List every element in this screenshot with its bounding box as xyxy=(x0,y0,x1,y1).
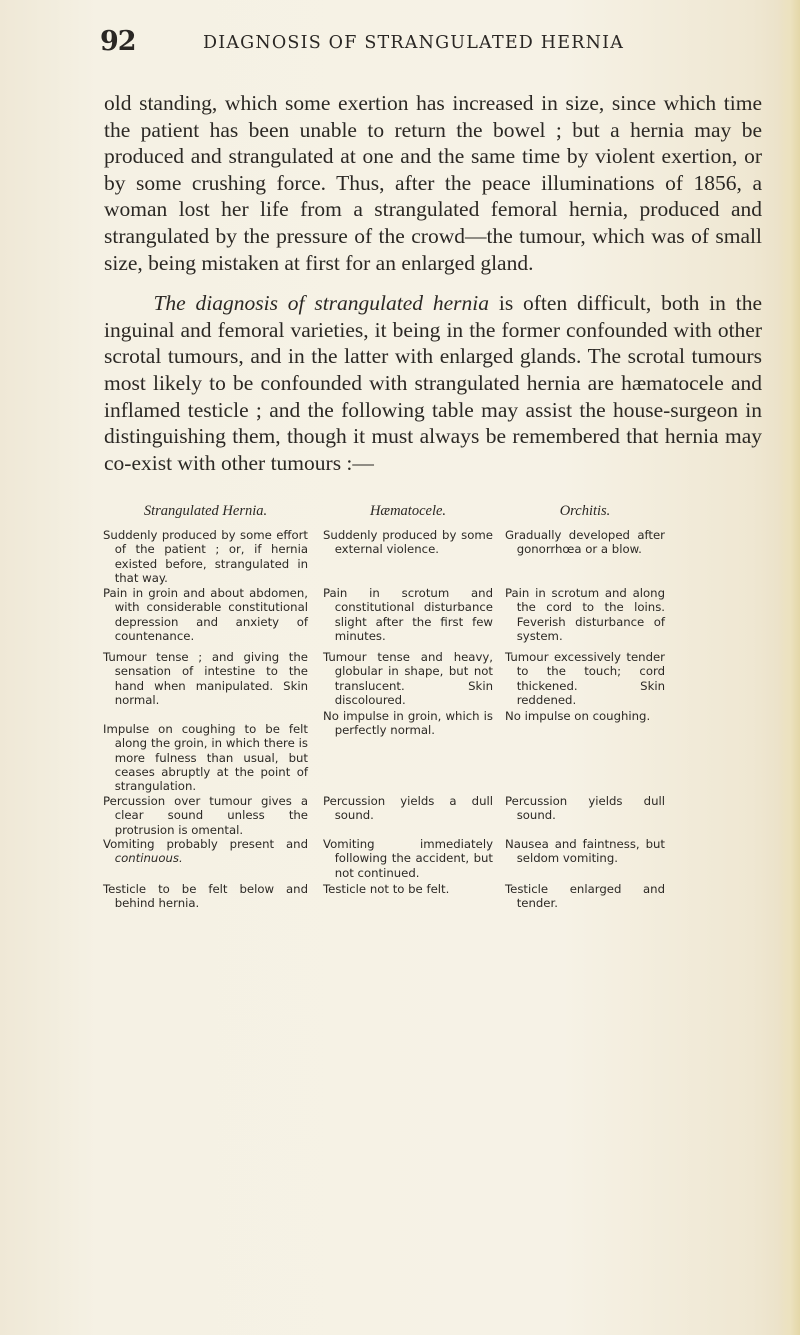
table-cell: Tumour tense and heavy, globular in shape, but not translucent. Skin discoloured. xyxy=(323,650,493,707)
running-head: DIAGNOSIS OF STRANGULATED HERNIA xyxy=(203,33,625,53)
table-cell: No impulse in groin, which is perfectly normal. xyxy=(323,709,493,738)
table-cell: Pain in scrotum and along the cord to the loins. Feverish disturbance of system. xyxy=(505,586,665,643)
table-cell: Vomiting probably present and continuous. xyxy=(103,837,308,866)
table-cell: Pain in groin and about abdomen, with considerable constitutional depression and anxiety of countenance. xyxy=(103,586,308,643)
column-heading: Hæmatocele. xyxy=(369,503,447,519)
table-cell: Vomiting immediately following the accident, but not continued. xyxy=(323,837,493,880)
page-header xyxy=(100,26,780,66)
table-cell: Pain in scrotum and constitutional disturbance slight after the first few minutes. xyxy=(323,586,493,643)
page-number: 92 xyxy=(100,26,136,57)
table-cell: Testicle to be felt below and behind hernia. xyxy=(103,882,308,911)
table-cell: Gradually developed after gonorrhœa or a blow. xyxy=(505,528,665,557)
table-cell: Testicle enlarged and tender. xyxy=(505,882,665,911)
table-cell: Suddenly produced by some external violence. xyxy=(323,528,493,557)
column-heading: Strangulated Hernia. xyxy=(143,503,268,519)
paragraph-1: old standing, which some exertion has increased in size, since which time the patient has been unable to return the bowel ; but a hernia may be produced and strangulated at one and the same time by violent exertion, or by some crushing force. Thus, after the peace illuminations of 1856, a woman lost her life from a strangulated femoral hernia, produced and strangulated by the pressure of the crowd—the tumour, which was of small size, being mistaken at first for an enlarged gland. xyxy=(104,91,762,275)
table-cell: Tumour excessively tender to the touch; cord thickened. Skin reddened. xyxy=(505,650,665,707)
paragraph-2-rest: is often difficult, both in the inguinal and femoral varieties, it being in the former confounded with other scrotal tumours, and in the latter with enlarged glands. The scrotal tumours most likely to be confounded with strangulated hernia are hæmatocele and inflamed testicle ; and the following table may assist the house-surgeon in distinguishing them, though it must always be remembered that hernia may co-exist with other tumours :— xyxy=(104,291,762,475)
paragraph-2 xyxy=(104,290,762,476)
table-cell: Percussion yields a dull sound. xyxy=(323,794,493,823)
page-edge xyxy=(778,0,800,1335)
table-cell: Percussion over tumour gives a clear sound unless the protrusion is omental. xyxy=(103,794,308,837)
table-cell: Tumour tense ; and giving the sensation of intestine to the hand when manipulated. Skin normal. xyxy=(103,650,308,707)
table-cell: No impulse on coughing. xyxy=(505,709,651,723)
paragraph-2-italic-lead: The diagnosis of strangulated hernia xyxy=(153,291,490,316)
body-text xyxy=(104,90,762,476)
column-heading: Orchitis. xyxy=(559,503,611,519)
table-cell: Testicle not to be felt. xyxy=(323,882,450,896)
table-cell: Nausea and faintness, but seldom vomiting. xyxy=(505,837,665,866)
table-cell: Suddenly produced by some effort of the patient ; or, if hernia existed before, strangulated in that way. xyxy=(103,528,308,585)
table-cell: Impulse on coughing to be felt along the groin, in which there is more fulness than usual, but ceases abruptly at the point of strangulation. xyxy=(103,722,308,794)
table-cell: Percussion yields dull sound. xyxy=(505,794,665,823)
